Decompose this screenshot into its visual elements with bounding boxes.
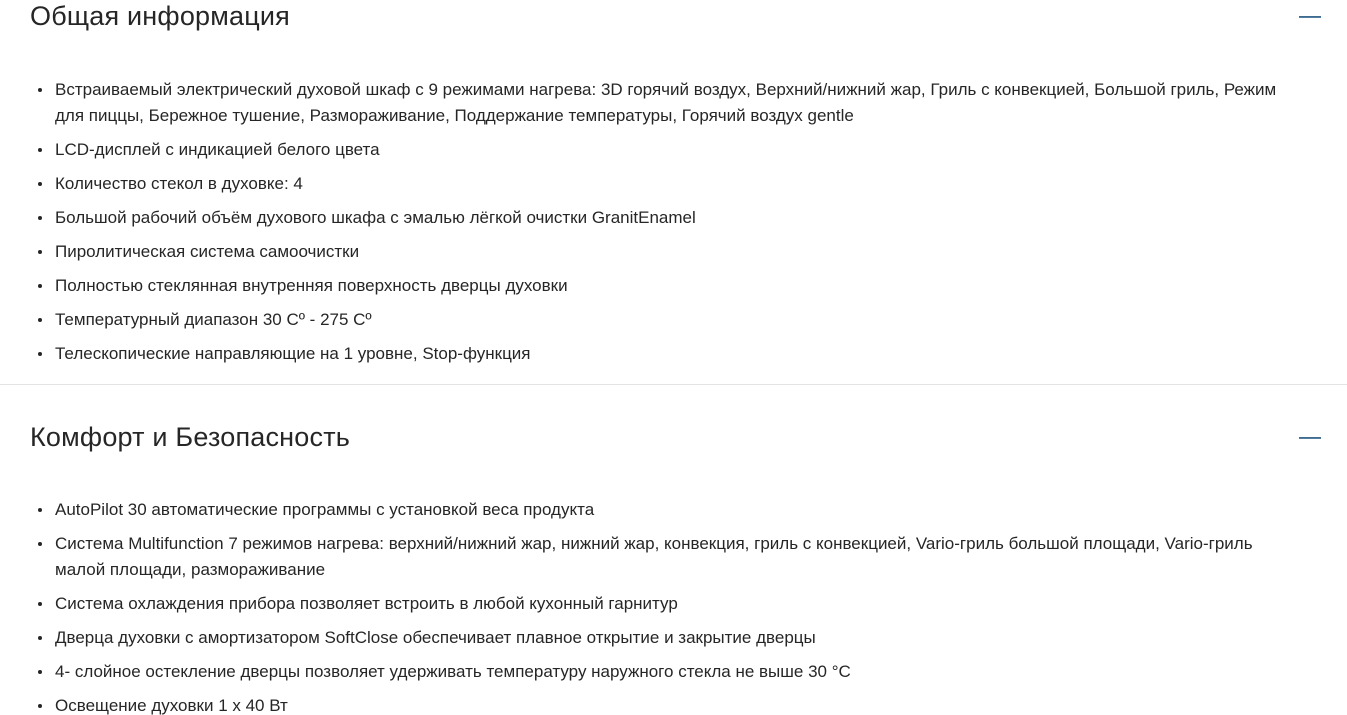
list-item-text: Встраиваемый электрический духовой шкаф с 9 режимами нагрева: 3D горячий воздух, Верхний/нижний жар, Гриль с конвекцией, Большой гриль, Режим для пиццы, Бережное тушение, Размораживание, Поддержание температуры, Горячий воздух gentle <box>55 79 1277 125</box>
list-item <box>30 659 1292 685</box>
section-header-comfort-safety[interactable] <box>30 423 1322 453</box>
list-item <box>30 205 1292 231</box>
collapse-minus-icon[interactable] <box>1299 16 1321 18</box>
list-item <box>30 171 1292 197</box>
list-item <box>30 341 1292 367</box>
list-item-text: AutoPilot 30 автоматические программы с установкой веса продукта <box>55 500 595 520</box>
list-item-text: Освещение духовки 1 x 40 Вт <box>55 696 288 715</box>
list-item <box>30 625 1292 651</box>
section-header-general-info[interactable] <box>30 2 1322 32</box>
section-title: Комфорт и Безопасность <box>30 421 351 452</box>
list-item-text: LCD-дисплей с индикацией белого цвета <box>55 139 380 159</box>
list-item <box>30 591 1292 617</box>
list-item-text: Пиролитическая система самоочистки <box>55 241 360 261</box>
list-item-text: Система охлаждения прибора позволяет встроить в любой кухонный гарнитур <box>55 594 678 614</box>
list-item <box>30 273 1292 299</box>
collapse-minus-icon[interactable] <box>1299 437 1321 439</box>
spec-list-general-info <box>30 77 1322 367</box>
list-item-text: Телескопические направляющие на 1 уровне, Stop-функция <box>55 343 531 363</box>
section-comfort-safety <box>30 423 1322 715</box>
spec-list-comfort-safety <box>30 497 1322 715</box>
section-general-info <box>30 2 1322 367</box>
list-item <box>30 77 1292 129</box>
list-item <box>30 239 1292 265</box>
list-item-text: 4- слойное остекление дверцы позволяет удерживать температуру наружного стекла не выше 30 °C <box>55 662 851 682</box>
section-divider <box>0 384 1347 385</box>
list-item-text: Система Multifunction 7 режимов нагрева: верхний/нижний жар, нижний жар, конвекция, гриль с конвекцией, Vario-гриль большой площади, Vario-гриль малой площади, размораживание <box>55 534 1253 580</box>
list-item <box>30 693 1292 715</box>
list-item-text: Дверца духовки с амортизатором SoftClose обеспечивает плавное открытие и закрытие дверцы <box>55 628 816 648</box>
list-item <box>30 531 1292 583</box>
list-item <box>30 137 1292 163</box>
list-item-text: Количество стекол в духовке: 4 <box>55 173 303 193</box>
list-item-text: Полностью стеклянная внутренняя поверхность дверцы духовки <box>55 275 568 295</box>
list-item-text: Большой рабочий объём духового шкафа с эмалью лёгкой очистки GranitEnamel <box>55 207 696 227</box>
list-item-text: Температурный диапазон 30 Cº - 275 Cº <box>55 309 372 329</box>
list-item <box>30 497 1292 523</box>
section-title: Общая информация <box>30 1 291 31</box>
list-item <box>30 307 1292 333</box>
